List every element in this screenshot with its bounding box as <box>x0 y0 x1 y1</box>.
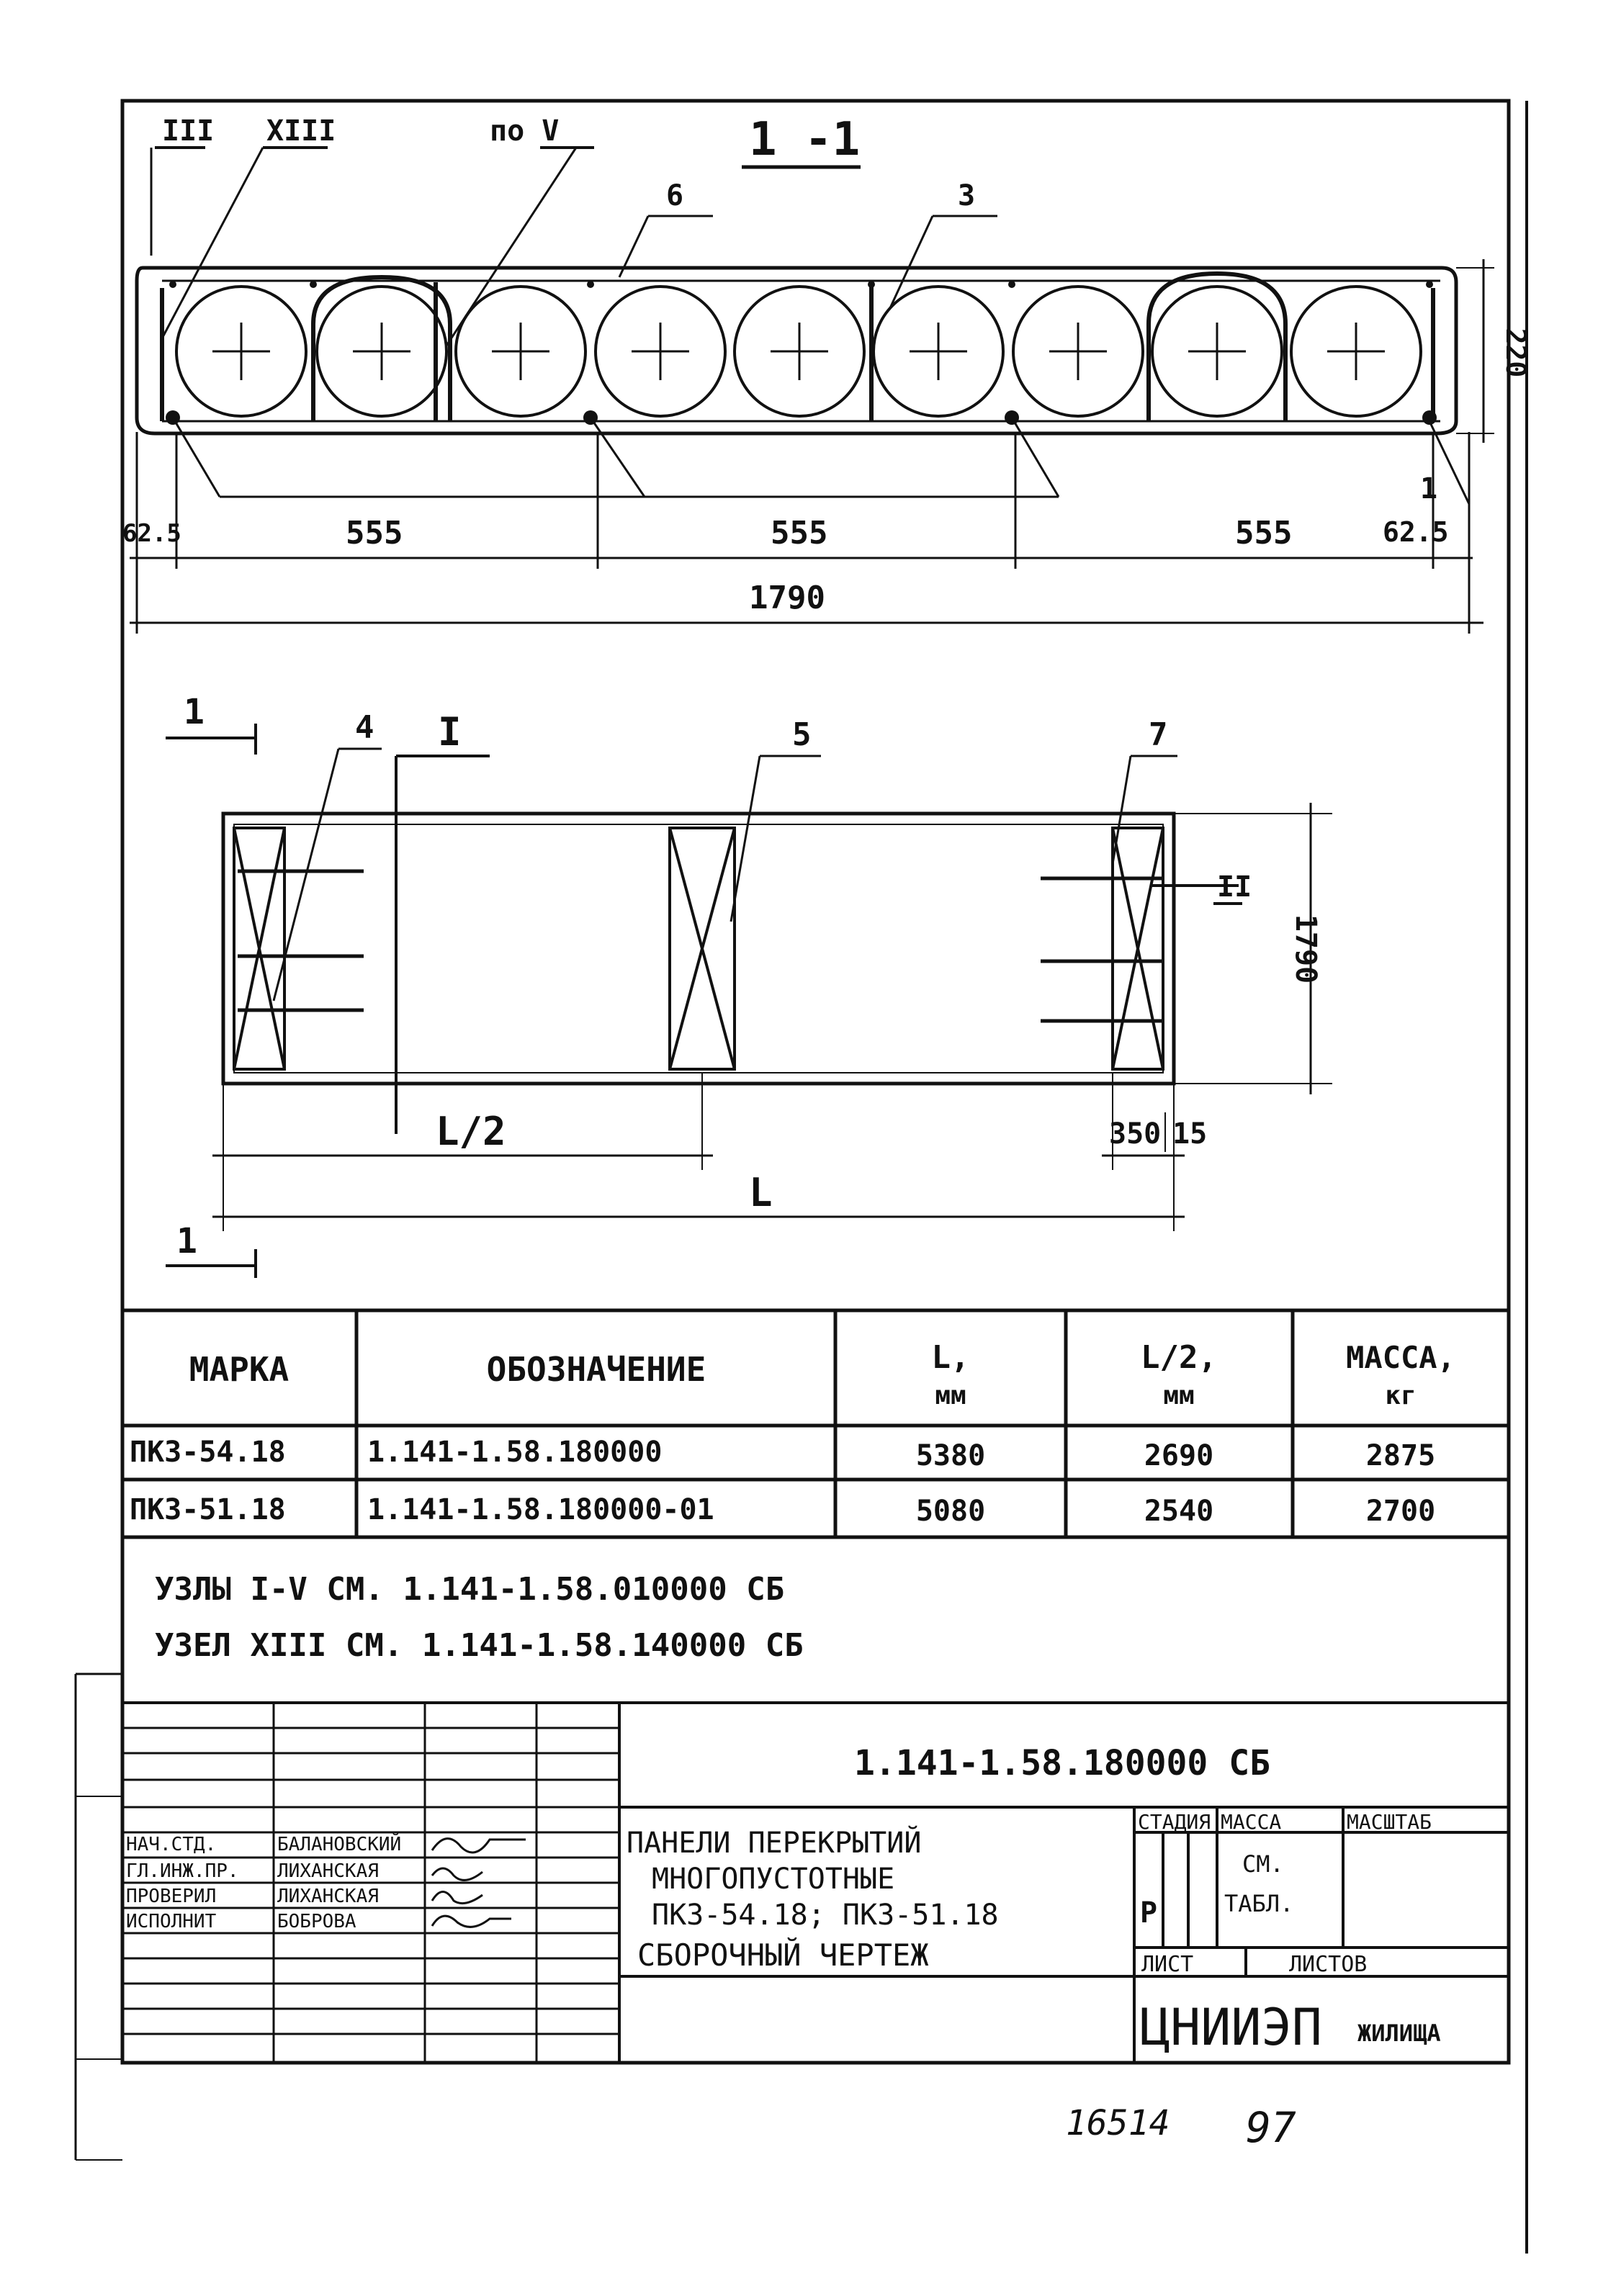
signature-row <box>126 1832 526 1855</box>
section-title: 1 -1 <box>749 113 861 166</box>
note-nodes: УЗЛЫ I-V СМ. 1.141-1.58.010000 СБ <box>155 1571 785 1608</box>
position-1-callout: 1 <box>1420 472 1438 505</box>
section-mark-top: 1 <box>184 692 205 732</box>
svg-text:НАЧ.СТД.: НАЧ.СТД. <box>126 1834 217 1855</box>
signature-row <box>126 1860 482 1882</box>
note-node-xiii: УЗЕЛ XIII СМ. 1.141-1.58.140000 СБ <box>155 1627 804 1664</box>
mass-note-1: СМ. <box>1242 1850 1284 1878</box>
svg-text:ЛИХАНСКАЯ: ЛИХАНСКАЯ <box>277 1886 379 1907</box>
table-row <box>130 1436 1435 1472</box>
hollow-cores <box>176 287 1421 416</box>
dim-span-3: 555 <box>1235 515 1293 552</box>
node-xiii-callout: XIII <box>266 114 336 148</box>
svg-text:2700: 2700 <box>1365 1495 1436 1528</box>
panel-plan-outline <box>223 814 1174 1084</box>
svg-text:ПК3-54.18: ПК3-54.18 <box>130 1436 286 1469</box>
header-length: L, <box>931 1339 970 1376</box>
svg-text:ПРОВЕРИЛ: ПРОВЕРИЛ <box>126 1886 217 1907</box>
svg-text:БОБРОВА: БОБРОВА <box>277 1911 356 1932</box>
plan-width-dim: 1790 <box>1289 914 1322 984</box>
organization-suffix: ЖИЛИЩА <box>1357 2020 1441 2047</box>
title-line-1: ПАНЕЛИ ПЕРЕКРЫТИЙ <box>627 1827 922 1860</box>
stage-header: СТАДИЯ <box>1138 1810 1211 1834</box>
svg-text:ПК3-51.18: ПК3-51.18 <box>130 1493 286 1526</box>
document-code: 1.141-1.58.180000 СБ <box>854 1743 1270 1783</box>
stage-value: Р <box>1140 1896 1158 1930</box>
mass-header: МАССА <box>1221 1810 1282 1834</box>
svg-text:мм: мм <box>1163 1381 1195 1410</box>
signature-row <box>126 1911 511 1932</box>
sheets-label: ЛИСТОВ <box>1289 1952 1368 1977</box>
organization-name: ЦНИИЭП <box>1140 1998 1322 2057</box>
height-dim: 220 <box>1500 328 1532 378</box>
dim-span-1: 555 <box>346 515 403 552</box>
position-5-callout: 5 <box>792 716 812 753</box>
embedded-blocks <box>234 828 1163 1069</box>
plan-view <box>166 692 1332 1278</box>
position-4-callout: 4 <box>355 709 374 746</box>
section-mark-bottom: 1 <box>176 1221 197 1261</box>
scale-header: МАСШТАБ <box>1347 1810 1432 1834</box>
svg-text:ЛИХАНСКАЯ: ЛИХАНСКАЯ <box>277 1860 379 1882</box>
svg-text:кг: кг <box>1385 1381 1417 1410</box>
header-marka: МАРКА <box>189 1350 289 1389</box>
dim-edge-right: 62.5 <box>1383 516 1449 548</box>
sheet-label: ЛИСТ <box>1141 1952 1194 1977</box>
header-mass: МАССА, <box>1346 1340 1455 1375</box>
half-length-dim: L/2 <box>436 1109 506 1154</box>
svg-text:БАЛАНОВСКИЙ: БАЛАНОВСКИЙ <box>277 1834 402 1855</box>
mass-note-2: ТАБЛ. <box>1224 1890 1294 1917</box>
dim-total: 1790 <box>749 580 825 616</box>
notes <box>155 1571 804 1664</box>
reinforcement <box>162 274 1433 421</box>
svg-text:1.141-1.58.180000: 1.141-1.58.180000 <box>367 1436 663 1469</box>
header-designation: ОБОЗНАЧЕНИЕ <box>486 1350 706 1389</box>
sheet-name: СБОРОЧНЫЙ ЧЕРТЕЖ <box>637 1937 929 1973</box>
svg-text:2540: 2540 <box>1144 1495 1214 1528</box>
header-half-length: L/2, <box>1141 1339 1217 1376</box>
svg-text:5080: 5080 <box>915 1495 986 1528</box>
section-view <box>122 113 1532 634</box>
length-dim: L <box>749 1170 773 1215</box>
rebar-dots <box>166 281 1437 425</box>
spec-table <box>122 1310 1509 1537</box>
archive-stamp: 16514 <box>1066 2103 1170 2143</box>
node-iii-callout: III <box>162 114 215 148</box>
svg-text:ИСПОЛНИТ: ИСПОЛНИТ <box>126 1911 217 1932</box>
svg-text:2690: 2690 <box>1144 1439 1214 1472</box>
dim-edge-left: 62.5 <box>122 519 181 548</box>
dim-span-2: 555 <box>771 515 828 552</box>
page-number: 97 <box>1246 2103 1296 2152</box>
title-line-3: ПК3-54.18; ПК3-51.18 <box>652 1899 999 1932</box>
svg-text:мм: мм <box>935 1381 966 1410</box>
position-6-callout: 6 <box>666 179 684 212</box>
position-3-callout: 3 <box>958 179 976 212</box>
signature-row <box>126 1886 482 1907</box>
svg-text:1.141-1.58.180000-01: 1.141-1.58.180000-01 <box>367 1493 714 1526</box>
table-row <box>130 1493 1435 1528</box>
title-line-2: МНОГОПУСТОТНЫЕ <box>652 1863 895 1896</box>
svg-text:ГЛ.ИНЖ.ПР.: ГЛ.ИНЖ.ПР. <box>126 1860 239 1882</box>
node-ii-callout: II <box>1217 870 1252 904</box>
node-i-callout: I <box>438 709 462 755</box>
svg-text:2875: 2875 <box>1365 1439 1436 1472</box>
position-7-callout: 7 <box>1149 716 1168 753</box>
edge-dim-15: 15 <box>1172 1117 1208 1151</box>
title-block <box>122 1703 1509 2063</box>
edge-dim-350: 350 <box>1109 1117 1162 1151</box>
svg-text:5380: 5380 <box>915 1439 986 1472</box>
node-v-callout: по V <box>490 114 560 148</box>
